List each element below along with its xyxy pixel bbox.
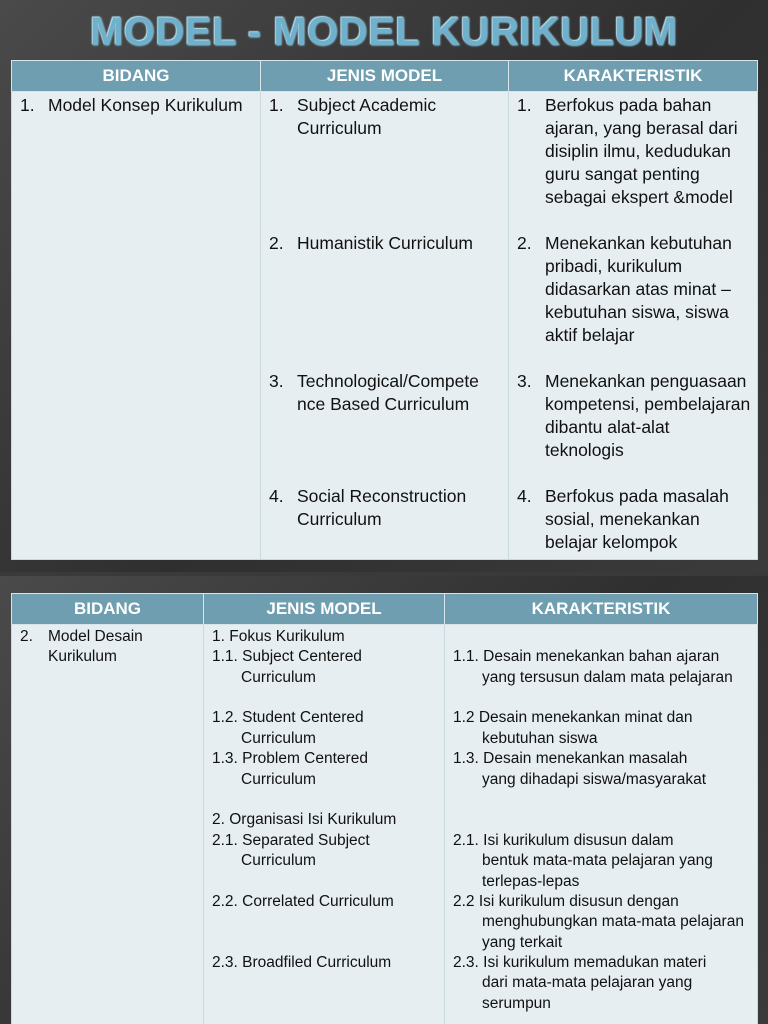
model-name: 1.2. Student Centered (212, 709, 364, 727)
item-number: 3. (517, 371, 532, 391)
table-row (12, 92, 758, 560)
list-item (453, 892, 753, 953)
item-number: 1. (269, 95, 284, 115)
item-number: 4. (517, 486, 532, 506)
list-item (269, 370, 504, 485)
header-jenis-model: JENIS MODEL (204, 594, 445, 625)
characteristic-text-cont: dari mata-mata pelajaran yang serumpun (482, 974, 693, 1012)
item-number: 4. (269, 486, 284, 506)
group-title-organisasi: 2. Organisasi Isi Kurikulum (212, 811, 397, 829)
characteristic-text: 1.1. Desain menekankan bahan ajaran (453, 648, 720, 666)
list-item (212, 749, 440, 790)
item-text: Model Konsep Kurikulum (48, 95, 243, 115)
item-number: 1. (517, 95, 532, 115)
item-number: 1. (20, 95, 35, 115)
list-item (212, 953, 440, 1014)
karakteristik-cell (445, 625, 758, 1024)
list-item (212, 892, 440, 953)
spacer (453, 810, 753, 830)
model-name: 2.1. Separated Subject (212, 831, 370, 849)
group-title-fokus: 1. Fokus Kurikulum (212, 628, 345, 645)
characteristic-text-cont: yang dihadapi siswa/masyarakat (482, 770, 707, 788)
characteristic-text-cont: kebutuhan siswa (482, 729, 598, 747)
header-bidang: BIDANG (12, 594, 204, 625)
list-item (269, 485, 504, 531)
model-name-cont: Curriculum (241, 729, 316, 747)
list-item (453, 647, 753, 708)
characteristic-text-cont: menghubungkan mata-mata pelajaran yang terkait (482, 913, 744, 951)
list-item (517, 485, 753, 554)
spacer (212, 790, 440, 810)
item-number: 2. (20, 628, 33, 645)
model-name: 2.2. Correlated Curriculum (212, 892, 394, 910)
list-item (212, 647, 440, 708)
item-text: Berfokus pada masalah sosial, menekankan belajar kelompok (545, 486, 729, 552)
list-item (20, 627, 199, 668)
jenis-model-cell (261, 92, 509, 560)
jenis-model-cell (204, 625, 445, 1024)
characteristic-text: 1.2 Desain menekankan minat dan (453, 709, 693, 727)
spacer (453, 790, 753, 810)
item-number: 2. (269, 233, 284, 253)
bidang-cell (12, 625, 204, 1024)
item-text: Menekankan kebutuhan pribadi, kurikulum didasarkan atas minat – kebutuhan siswa, siswa aktif belajar (545, 233, 732, 345)
model-name-cont: Curriculum (241, 668, 316, 686)
characteristic-text: 2.1. Isi kurikulum disusun dalam (453, 831, 674, 849)
slide-title: MODEL - MODEL KURIKULUM (90, 10, 678, 54)
model-name: 2.3. Broadfiled Curriculum (212, 953, 392, 971)
characteristic-text: 2.2 Isi kurikulum disusun dengan (453, 892, 679, 910)
item-text: Humanistik Curriculum (297, 233, 474, 253)
item-text: Social Reconstruction Curriculum (297, 486, 467, 529)
item-number: 2. (517, 233, 532, 253)
header-bidang: BIDANG (12, 61, 261, 92)
list-item (453, 953, 753, 1014)
bidang-cell (12, 92, 261, 560)
model-name-cont: Curriculum (241, 852, 316, 870)
characteristic-text: 2.3. Isi kurikulum memadukan materi (453, 953, 707, 971)
table-row (12, 625, 758, 1024)
list-item (517, 370, 753, 485)
slide-2 (0, 576, 768, 1024)
curriculum-model-table (11, 60, 758, 560)
model-name-cont: Curriculum (241, 770, 316, 788)
spacer (453, 627, 753, 647)
list-item (212, 708, 440, 749)
item-text: Model Desain Kurikulum (48, 628, 143, 666)
list-item (453, 708, 753, 749)
list-item (269, 94, 504, 232)
table-header-row (12, 61, 758, 92)
header-karakteristik: KARAKTERISTIK (509, 61, 758, 92)
item-text: Technological/Compete nce Based Curriculum (297, 371, 479, 414)
list-item (517, 232, 753, 370)
item-text: Subject Academic Curriculum (297, 95, 437, 138)
model-name: 1.3. Problem Centered (212, 750, 368, 768)
list-item (453, 749, 753, 790)
header-jenis-model: JENIS MODEL (261, 61, 509, 92)
model-name: 1.1. Subject Centered (212, 648, 362, 666)
list-item (453, 831, 753, 892)
list-item (517, 94, 753, 232)
characteristic-text: 1.3. Desain menekankan masalah (453, 750, 688, 768)
list-item (20, 94, 256, 117)
item-text: Menekankan penguasaan kompetensi, pembelajaran dibantu alat-alat teknologis (545, 371, 751, 460)
list-item (212, 831, 440, 892)
curriculum-design-table (11, 593, 758, 1024)
characteristic-text-cont: bentuk mata-mata pelajaran yang terlepas-lepas (482, 852, 713, 890)
item-number: 3. (269, 371, 284, 391)
karakteristik-cell (509, 92, 758, 560)
header-karakteristik: KARAKTERISTIK (445, 594, 758, 625)
item-text: Berfokus pada bahan ajaran, yang berasal dari disiplin ilmu, kedudukan guru sangat penting sebagai ekspert &model (545, 95, 738, 207)
table-header-row (12, 594, 758, 625)
list-item (269, 232, 504, 370)
characteristic-text-cont: yang tersusun dalam mata pelajaran (482, 668, 733, 686)
